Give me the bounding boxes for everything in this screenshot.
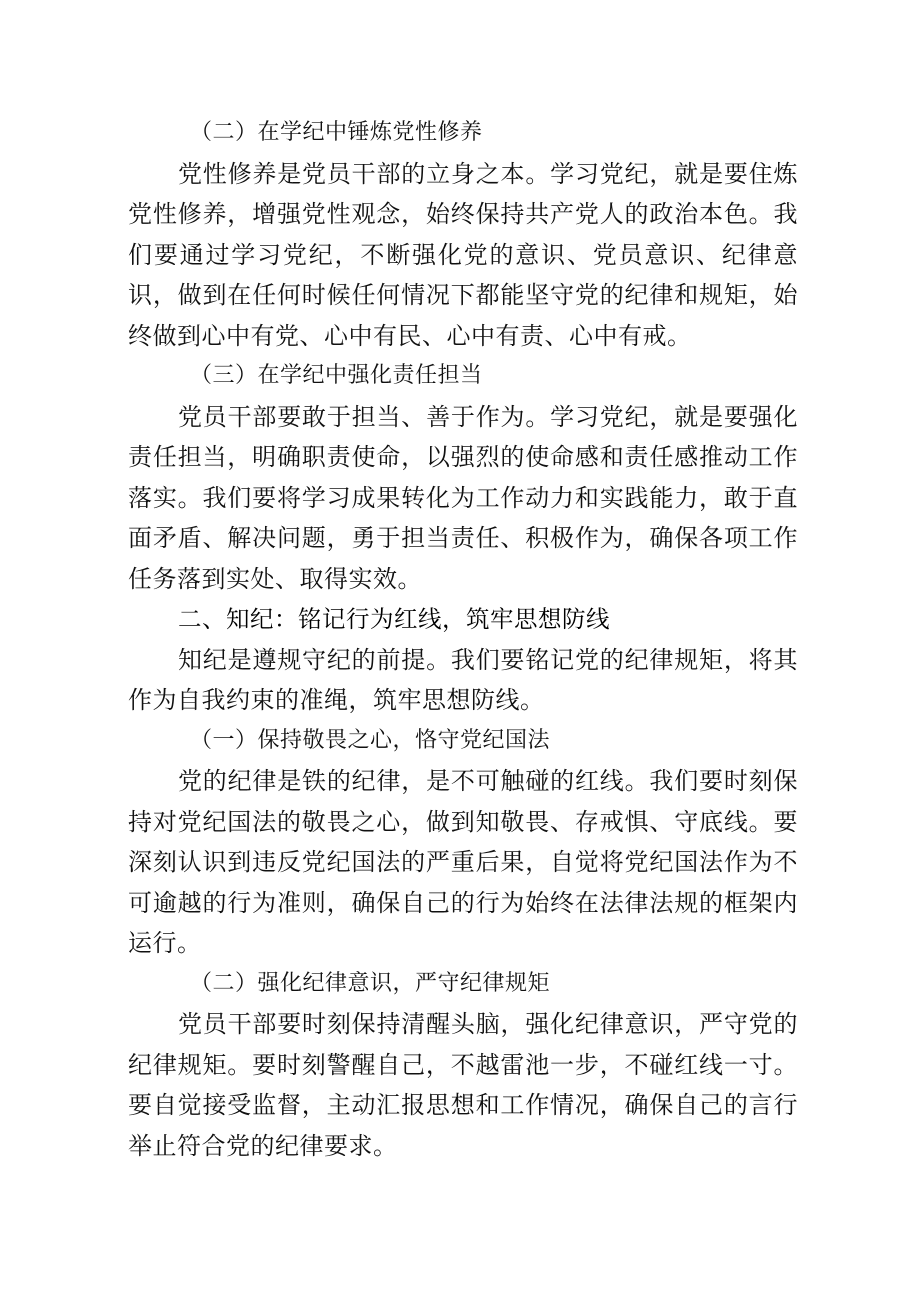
section-heading-knowing-discipline: 二、知纪：铭记行为红线，筑牢思想防线 — [178, 605, 610, 633]
subheading-responsibility: （三）在学纪中强化责任担当 — [190, 363, 483, 388]
subheading-discipline-awareness: （二）强化纪律意识，严守纪律规矩 — [190, 970, 551, 996]
paragraph-reverence: 党的纪律是铁的纪律，是不可触碰的红线。我们要时刻保持对党纪国法的敬畏之心，做到知敬畏、存戒惧、守底线。要深刻认识到违反党纪国法的严重后果，自觉将党纪国法作为不可逾越的行为准则，确保自己的行为始终在法律法规的框架内运行。 — [128, 767, 798, 957]
paragraph-party-spirit: 党性修养是党员干部的立身之本。学习党纪，就是要住炼党性修养，增强党性观念，始终保持共产党人的政治本色。我们要通过学习党纪，不断强化党的意识、党员意识、纪律意识，做到在任何时候任何情况下都能坚守党的纪律和规矩，始终做到心中有党、心中有民、心中有责、心中有戒。 — [128, 159, 798, 350]
paragraph-responsibility: 党员干部要敢于担当、善于作为。学习党纪，就是要强化责任担当，明确职责使命，以强烈的使命感和责任感推动工作落实。我们要将学习成果转化为工作动力和实践能力，敢于直面矛盾、解决问题，勇于担当责任、积极作为，确保各项工作任务落到实处、取得实效。 — [128, 402, 798, 593]
subheading-party-spirit: （二）在学纪中锤炼党性修养 — [190, 120, 483, 145]
paragraph-knowing-discipline-intro: 知纪是遵规守纪的前提。我们要铭记党的纪律规矩，将其作为自我约束的准绳，筑牢思想防线。 — [128, 645, 798, 714]
document-body — [128, 113, 798, 1166]
subheading-reverence: （一）保持敬畏之心，恪守党纪国法 — [190, 727, 551, 753]
paragraph-discipline-awareness: 党员干部要时刻保持清醒头脑，强化纪律意识，严守党的纪律规矩。要时刻警醒自己，不越雷池一步，不碰红线一寸。要自觉接受监督，主动汇报思想和工作情况，确保自己的言行举止符合党的纪律要求。 — [128, 1010, 798, 1160]
